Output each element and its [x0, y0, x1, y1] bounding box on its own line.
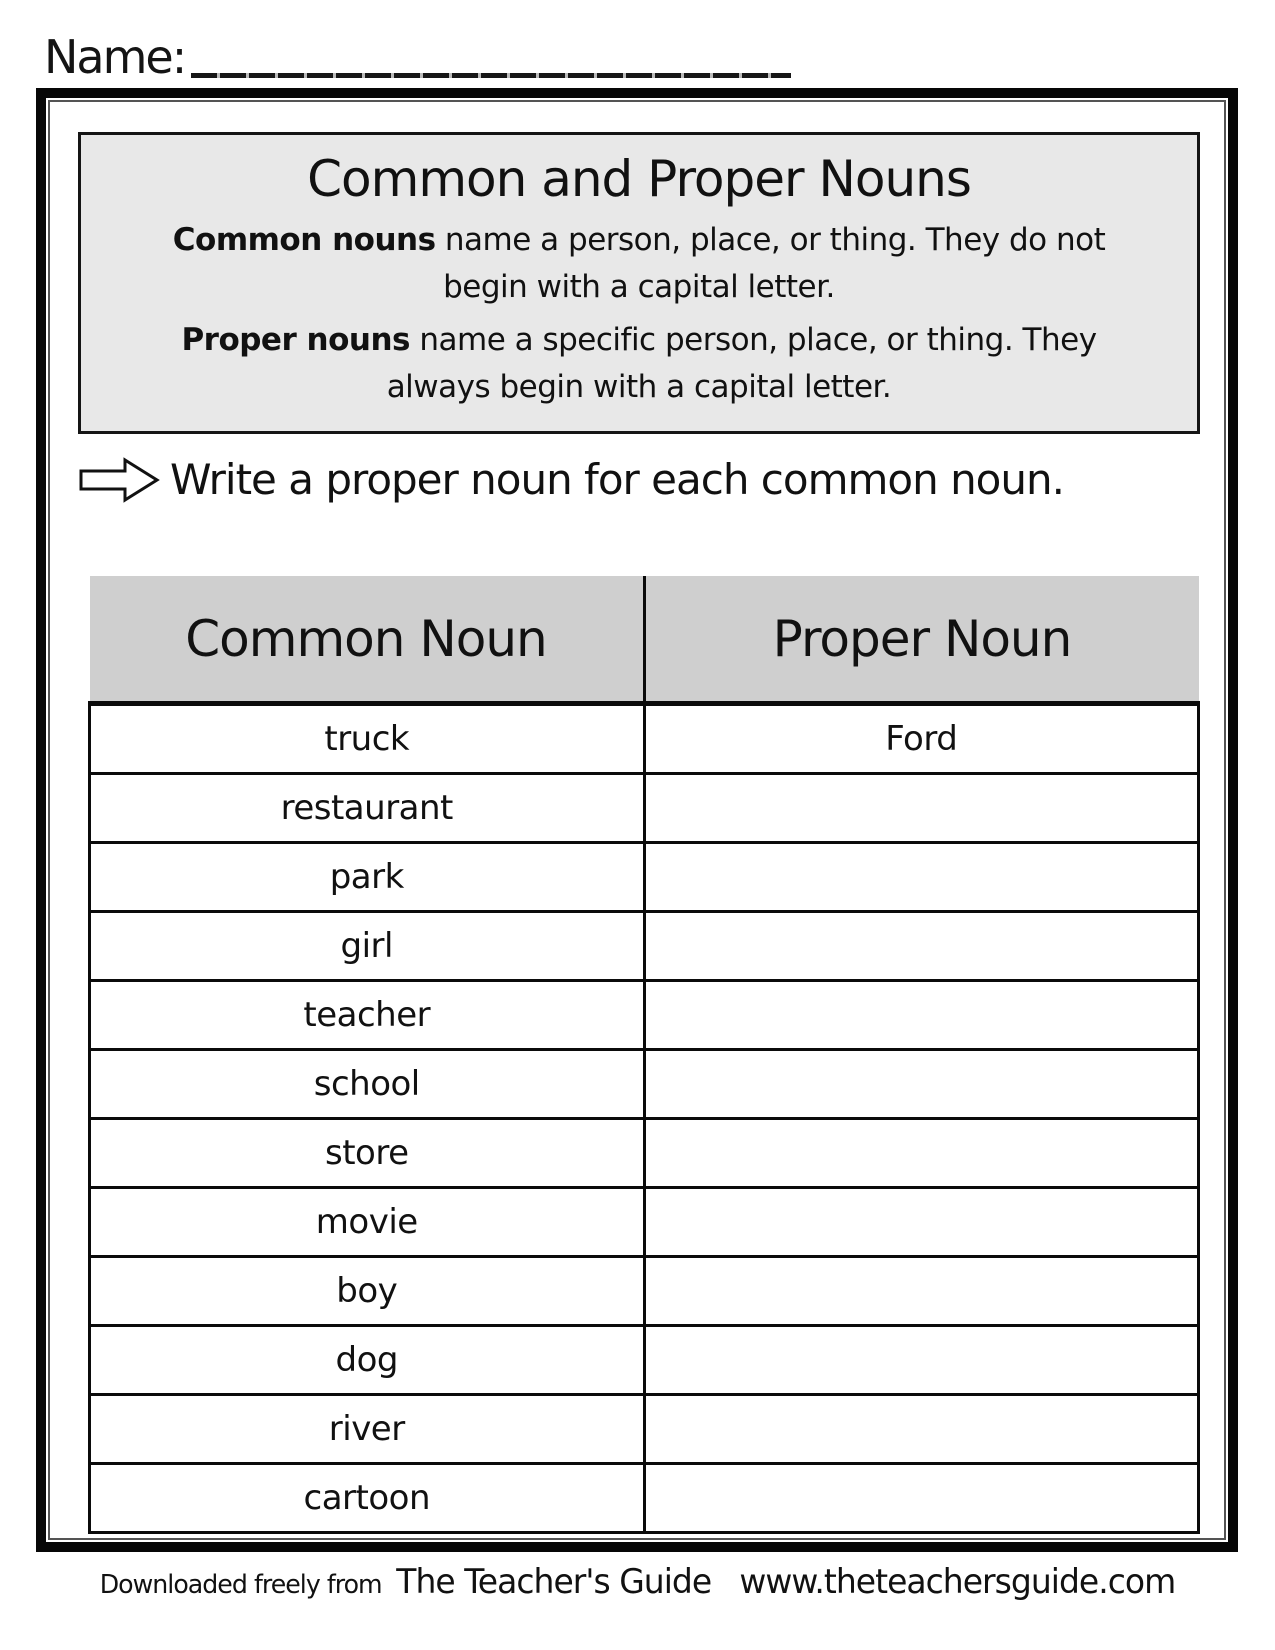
common-noun-cell: river [90, 1395, 645, 1464]
frame-inner [48, 100, 1226, 1540]
table-row [90, 1188, 1199, 1257]
proper-noun-cell: Ford [644, 704, 1199, 774]
table-row [90, 1119, 1199, 1188]
title-box [78, 132, 1200, 434]
common-noun-cell: movie [90, 1188, 645, 1257]
definition-proper-lead: Proper nouns [181, 322, 410, 358]
table-row [90, 981, 1199, 1050]
page-frame [36, 88, 1238, 1552]
definition-common-rest: name a person, place, or thing. They do not begin with a capital letter. [435, 222, 1106, 305]
name-line [44, 30, 791, 84]
instruction-text: Write a proper noun for each common noun. [170, 454, 1064, 504]
table-header-row [90, 576, 1199, 704]
footer-prefix: Downloaded freely from [99, 1570, 382, 1600]
proper-noun-blank [644, 843, 1199, 912]
proper-noun-blank [644, 1464, 1199, 1533]
header-common-noun: Common Noun [90, 576, 645, 704]
definition-proper-rest: name a specific person, place, or thing. They always begin with a capital letter. [386, 322, 1097, 405]
name-underline [191, 73, 791, 78]
proper-noun-blank [644, 1188, 1199, 1257]
common-noun-cell: boy [90, 1257, 645, 1326]
footer-url: www.theteachersguide.com [739, 1562, 1176, 1602]
proper-noun-blank [644, 1395, 1199, 1464]
proper-noun-blank [644, 1326, 1199, 1395]
table-row [90, 1257, 1199, 1326]
footer [19, 1562, 1256, 1602]
table-body [90, 704, 1199, 1533]
definition-common-nouns [144, 217, 1134, 311]
common-noun-cell: truck [90, 704, 645, 774]
proper-noun-blank [644, 1257, 1199, 1326]
footer-source: The Teacher's Guide [396, 1562, 712, 1602]
header-proper-noun: Proper Noun [644, 576, 1199, 704]
common-noun-cell: girl [90, 912, 645, 981]
table-row [90, 1464, 1199, 1533]
definition-common-lead: Common nouns [172, 222, 436, 258]
name-label: Name: [44, 30, 186, 84]
table-row [90, 1395, 1199, 1464]
table-row [90, 912, 1199, 981]
table-row [90, 843, 1199, 912]
table-row [90, 1326, 1199, 1395]
instruction-row [78, 456, 1200, 504]
proper-noun-blank [644, 981, 1199, 1050]
common-noun-cell: cartoon [90, 1464, 645, 1533]
proper-noun-blank [644, 912, 1199, 981]
nouns-table [88, 576, 1200, 1534]
common-noun-cell: restaurant [90, 774, 645, 843]
table-row [90, 704, 1199, 774]
proper-noun-blank [644, 1119, 1199, 1188]
right-block-arrow-icon [78, 456, 160, 504]
table-row [90, 774, 1199, 843]
proper-noun-blank [644, 1050, 1199, 1119]
worksheet-title: Common and Proper Nouns [307, 150, 971, 208]
table-row [90, 1050, 1199, 1119]
common-noun-cell: store [90, 1119, 645, 1188]
common-noun-cell: park [90, 843, 645, 912]
common-noun-cell: school [90, 1050, 645, 1119]
definition-proper-nouns [144, 317, 1134, 411]
common-noun-cell: dog [90, 1326, 645, 1395]
proper-noun-blank [644, 774, 1199, 843]
common-noun-cell: teacher [90, 981, 645, 1050]
